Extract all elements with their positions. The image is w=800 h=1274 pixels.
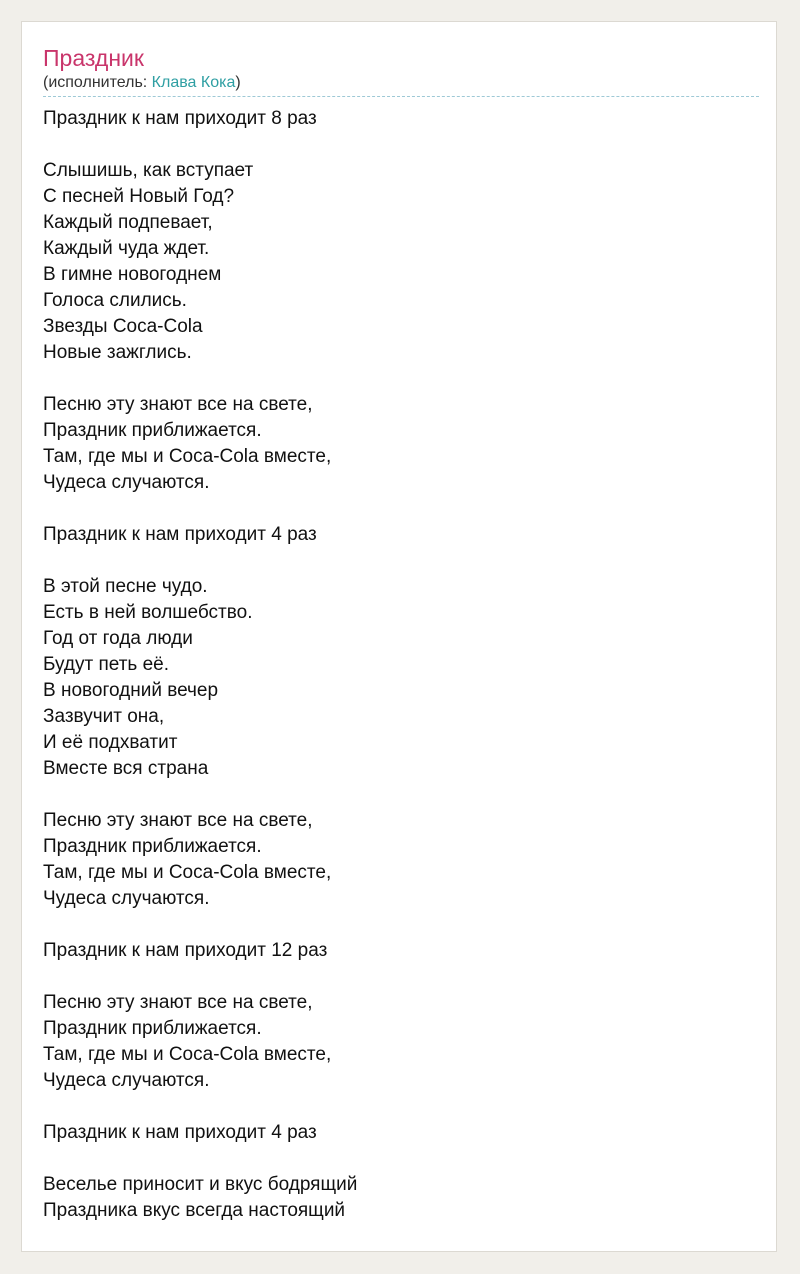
lyric-line: В новогодний вечер (43, 680, 219, 701)
stanza-gap (43, 964, 759, 990)
lyric-line: Праздник к нам приходит 12 раз (43, 940, 328, 961)
artist-prefix: (исполнитель: (43, 74, 152, 91)
lyrics-body (43, 106, 759, 1224)
stanza-gap (43, 132, 759, 158)
lyric-line: Песню эту знают все на свете, (43, 394, 313, 415)
lyric-line: С песней Новый Год? (43, 186, 235, 207)
song-header (43, 42, 759, 97)
lyric-line: Чудеса случаются. (43, 1070, 210, 1091)
stanza-gap (43, 548, 759, 574)
artist-line (43, 73, 241, 93)
lyric-line: Праздник к нам приходит 8 раз (43, 108, 317, 129)
lyric-line: Есть в ней волшебство. (43, 602, 253, 623)
lyric-line: В этой песне чудо. (43, 576, 208, 597)
lyric-line: Праздника вкус всегда настоящий (43, 1200, 346, 1221)
lyric-line: Песню эту знают все на свете, (43, 810, 313, 831)
lyric-line: Год от года люди (43, 628, 193, 649)
lyric-line: Праздник приближается. (43, 420, 262, 441)
lyric-line: Каждый чуда ждет. (43, 238, 210, 259)
lyric-line: Каждый подпевает, (43, 212, 213, 233)
lyric-line: Чудеса случаются. (43, 888, 210, 909)
stanza-gap (43, 1146, 759, 1172)
lyric-line: Звезды Coca-Cola (43, 316, 203, 337)
lyric-line: Будут петь её. (43, 654, 170, 675)
lyric-line: Праздник приближается. (43, 1018, 262, 1039)
lyric-line: Там, где мы и Coca-Cola вместе, (43, 1044, 332, 1065)
stanza-gap (43, 496, 759, 522)
lyric-line: Веселье приносит и вкус бодрящий (43, 1174, 358, 1195)
lyric-line: Голоса слились. (43, 290, 187, 311)
stanza-gap (43, 782, 759, 808)
lyric-line: В гимне новогоднем (43, 264, 222, 285)
lyric-line: Праздник к нам приходит 4 раз (43, 1122, 317, 1143)
lyric-line: Там, где мы и Coca-Cola вместе, (43, 862, 332, 883)
lyric-line: Слышишь, как вступает (43, 160, 254, 181)
lyric-line: Праздник к нам приходит 4 раз (43, 524, 317, 545)
lyric-line: Праздник приближается. (43, 836, 262, 857)
lyric-line: Зазвучит она, (43, 706, 165, 727)
lyric-line: Вместе вся страна (43, 758, 209, 779)
lyric-line: Чудеса случаются. (43, 472, 210, 493)
lyric-line: И её подхватит (43, 732, 178, 753)
lyric-line: Новые зажглись. (43, 342, 192, 363)
song-title: Праздник (43, 45, 144, 71)
stanza-gap (43, 366, 759, 392)
artist-suffix: ) (235, 74, 241, 91)
lyrics-card (21, 21, 777, 1252)
lyric-line: Песню эту знают все на свете, (43, 992, 313, 1013)
artist-link[interactable]: Клава Кока (151, 74, 236, 91)
lyric-line: Там, где мы и Coca-Cola вместе, (43, 446, 332, 467)
stanza-gap (43, 1094, 759, 1120)
stanza-gap (43, 912, 759, 938)
